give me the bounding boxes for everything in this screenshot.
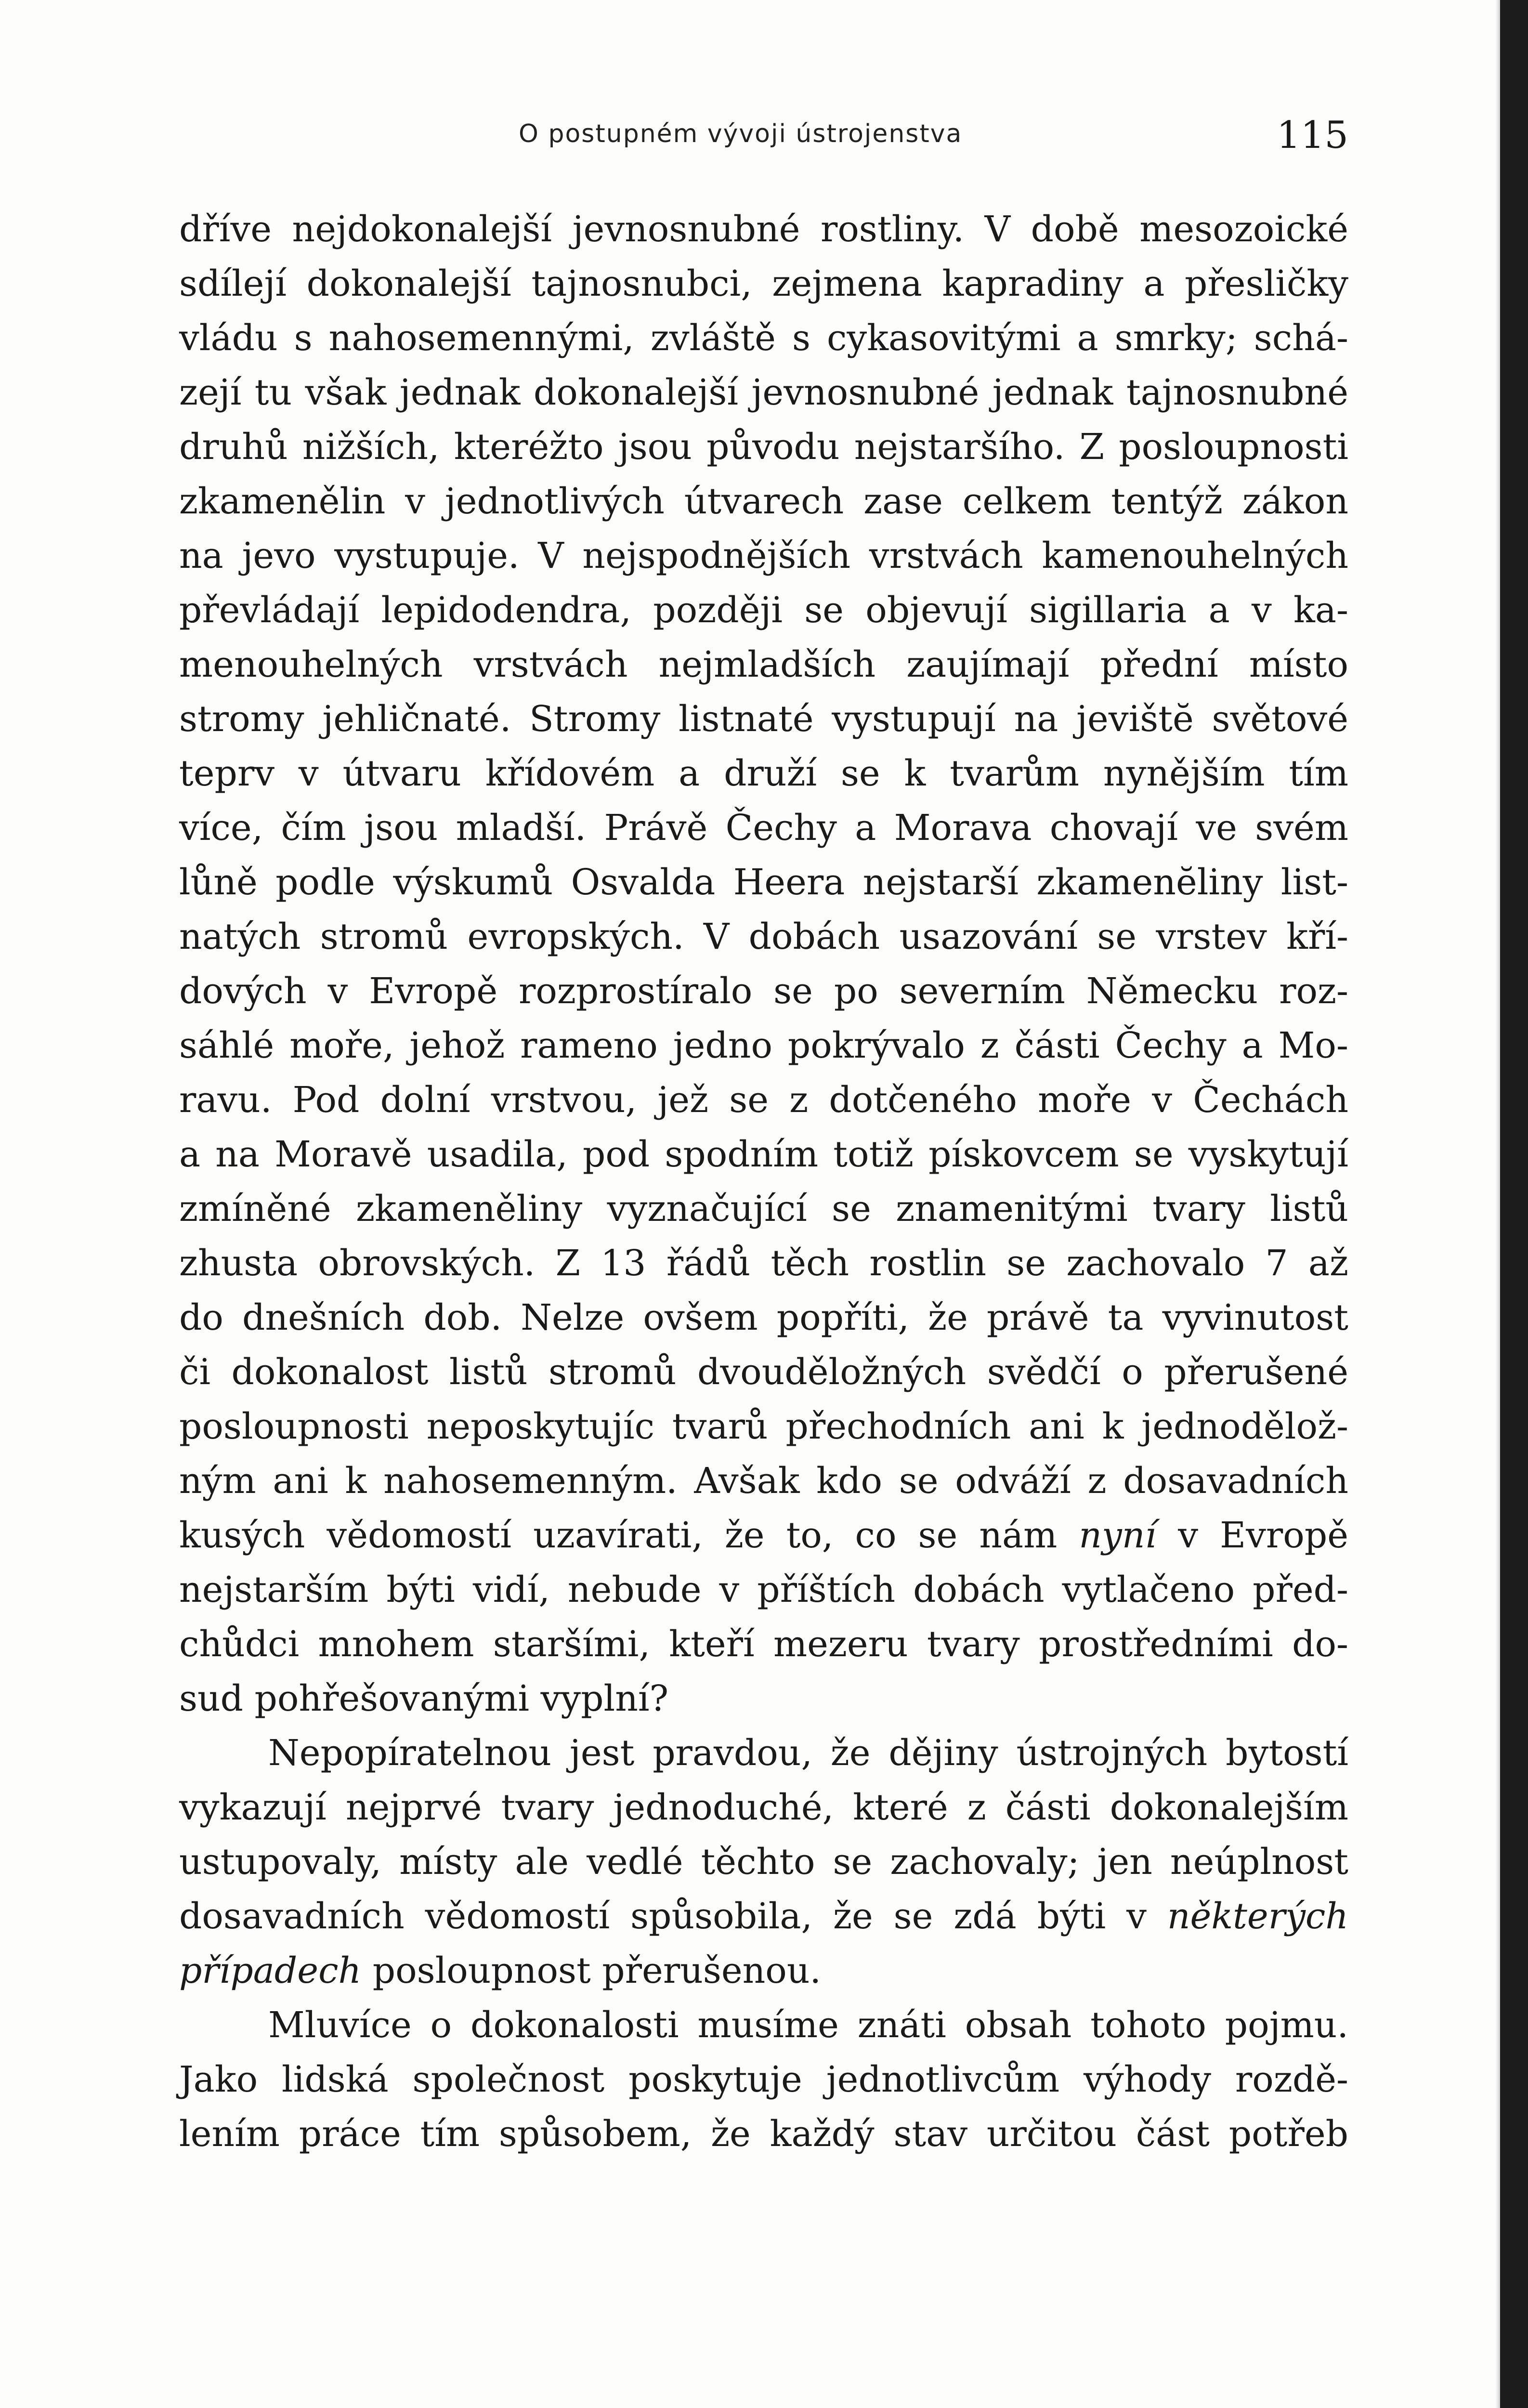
emphasis: některých — [1167, 1896, 1348, 1937]
text-line: převládají lepidodendra, později se objevují sigillaria a v ka- — [179, 589, 1348, 631]
text-line: ravu. Pod dolní vrstvou, jež se z dotčeného moře v Čechách — [179, 1079, 1348, 1121]
text-line — [179, 1944, 1348, 1998]
text-line — [179, 1889, 1348, 1944]
running-title: O postupném vývoji ústrojenstva — [519, 119, 963, 148]
text-line: sdílejí dokonalejší tajnosnubci, zejmena kapradiny a přesličky — [179, 263, 1348, 304]
text-line: zkamenělin v jednotlivých útvarech zase celkem tentýž zákon — [179, 481, 1348, 522]
text-line: druhů nižších, kteréžto jsou původu nejstaršího. Z posloupnosti — [179, 426, 1348, 468]
text-line: na jevo vystupuje. V nejspodnějších vrstvách kamenouhelných — [179, 535, 1348, 576]
text-line: více, čím jsou mladší. Právě Čechy a Morava chovají ve svém — [179, 807, 1348, 849]
text-line: dových v Evropě rozprostíralo se po severním Německu roz- — [179, 970, 1348, 1012]
text-line: sáhlé moře, jehož rameno jedno pokrývalo z části Čechy a Mo- — [179, 1025, 1348, 1066]
text-line: ným ani k nahosemenným. Avšak kdo se odváží z dosavadních — [179, 1460, 1348, 1502]
text-line: natých stromů evropských. V dobách usazování se vrstev kří- — [179, 916, 1348, 957]
text-line: stromy jehličnaté. Stromy listnaté vystupují na jevištĕ světové — [179, 698, 1348, 740]
text-line: a na Moravě usadila, pod spodním totiž pískovcem se vyskytují — [179, 1134, 1348, 1175]
paragraph-start-line: Nepopíratelnou jest pravdou, že dějiny ústrojných bytostí — [268, 1732, 1348, 1774]
page-number: 115 — [1277, 114, 1348, 157]
scan-edge — [1500, 0, 1528, 2408]
text-line: zmíněné zkameněliny vyznačující se znamenitými tvary listů — [179, 1188, 1348, 1230]
text-line: ustupovaly, místy ale vedlé těchto se zachovaly; jen neúplnost — [179, 1841, 1348, 1883]
text-run: v Evropě — [1156, 1515, 1348, 1556]
text-line: posloupnosti neposkytujíc tvarů přechodních ani k jednodělož- — [179, 1406, 1348, 1447]
text-line: zejí tu však jednak dokonalejší jevnosnubné jednak tajnosnubné — [179, 372, 1348, 413]
text-line: zhusta obrovských. Z 13 řádů těch rostlin se zachovalo 7 až — [179, 1243, 1348, 1284]
running-head — [179, 114, 1348, 157]
scan-edge-highlight — [1495, 0, 1500, 2408]
text-line: dříve nejdokonalejší jevnosnubné rostliny. V době mesozoické — [179, 209, 1348, 250]
text-line: nejstarším býti vidí, nebude v příštích dobách vytlačeno před- — [179, 1569, 1348, 1610]
text-run: dosavadních vědomostí spůsobila, že se zdá býti v — [179, 1896, 1167, 1937]
text-line: vládu s nahosemennými, zvláště s cykasovitými a smrky; schá- — [179, 317, 1348, 359]
text-line: či dokonalost listů stromů dvouděložných svědčí o přerušené — [179, 1351, 1348, 1393]
text-line — [179, 1508, 1348, 1563]
text-line: Jako lidská společnost poskytuje jednotlivcům výhody rozdě- — [179, 2059, 1348, 2100]
text-line: menouhelných vrstvách nejmladších zaujímají přední místo — [179, 644, 1348, 685]
emphasis: nyní — [1079, 1515, 1157, 1556]
body-text — [179, 202, 1348, 2161]
text-line: sud pohřešovanými vyplní? — [179, 1678, 669, 1719]
text-run: posloupnost přerušenou. — [361, 1950, 822, 1991]
text-line: chůdci mnohem staršími, kteří mezeru tvary prostředními do- — [179, 1623, 1348, 1665]
text-run: kusých vědomostí uzavírati, že to, co se nám — [179, 1515, 1079, 1556]
text-line: lůně podle výskumů Osvalda Heera nejstarší zkamenĕliny list- — [179, 862, 1348, 903]
paragraph-start-line: Mluvíce o dokonalosti musíme znáti obsah tohoto pojmu. — [268, 2004, 1348, 2046]
text-line: vykazují nejprvé tvary jednoduché, které z části dokonalejším — [179, 1787, 1348, 1828]
text-line: teprv v útvaru křídovém a druží se k tvarům nynějším tím — [179, 753, 1348, 794]
emphasis: případech — [179, 1950, 362, 1991]
text-line: do dnešních dob. Nelze ovšem popříti, že právě ta vyvinutost — [179, 1297, 1348, 1338]
text-line: lením práce tím spůsobem, že každý stav určitou část potřeb — [179, 2113, 1348, 2155]
